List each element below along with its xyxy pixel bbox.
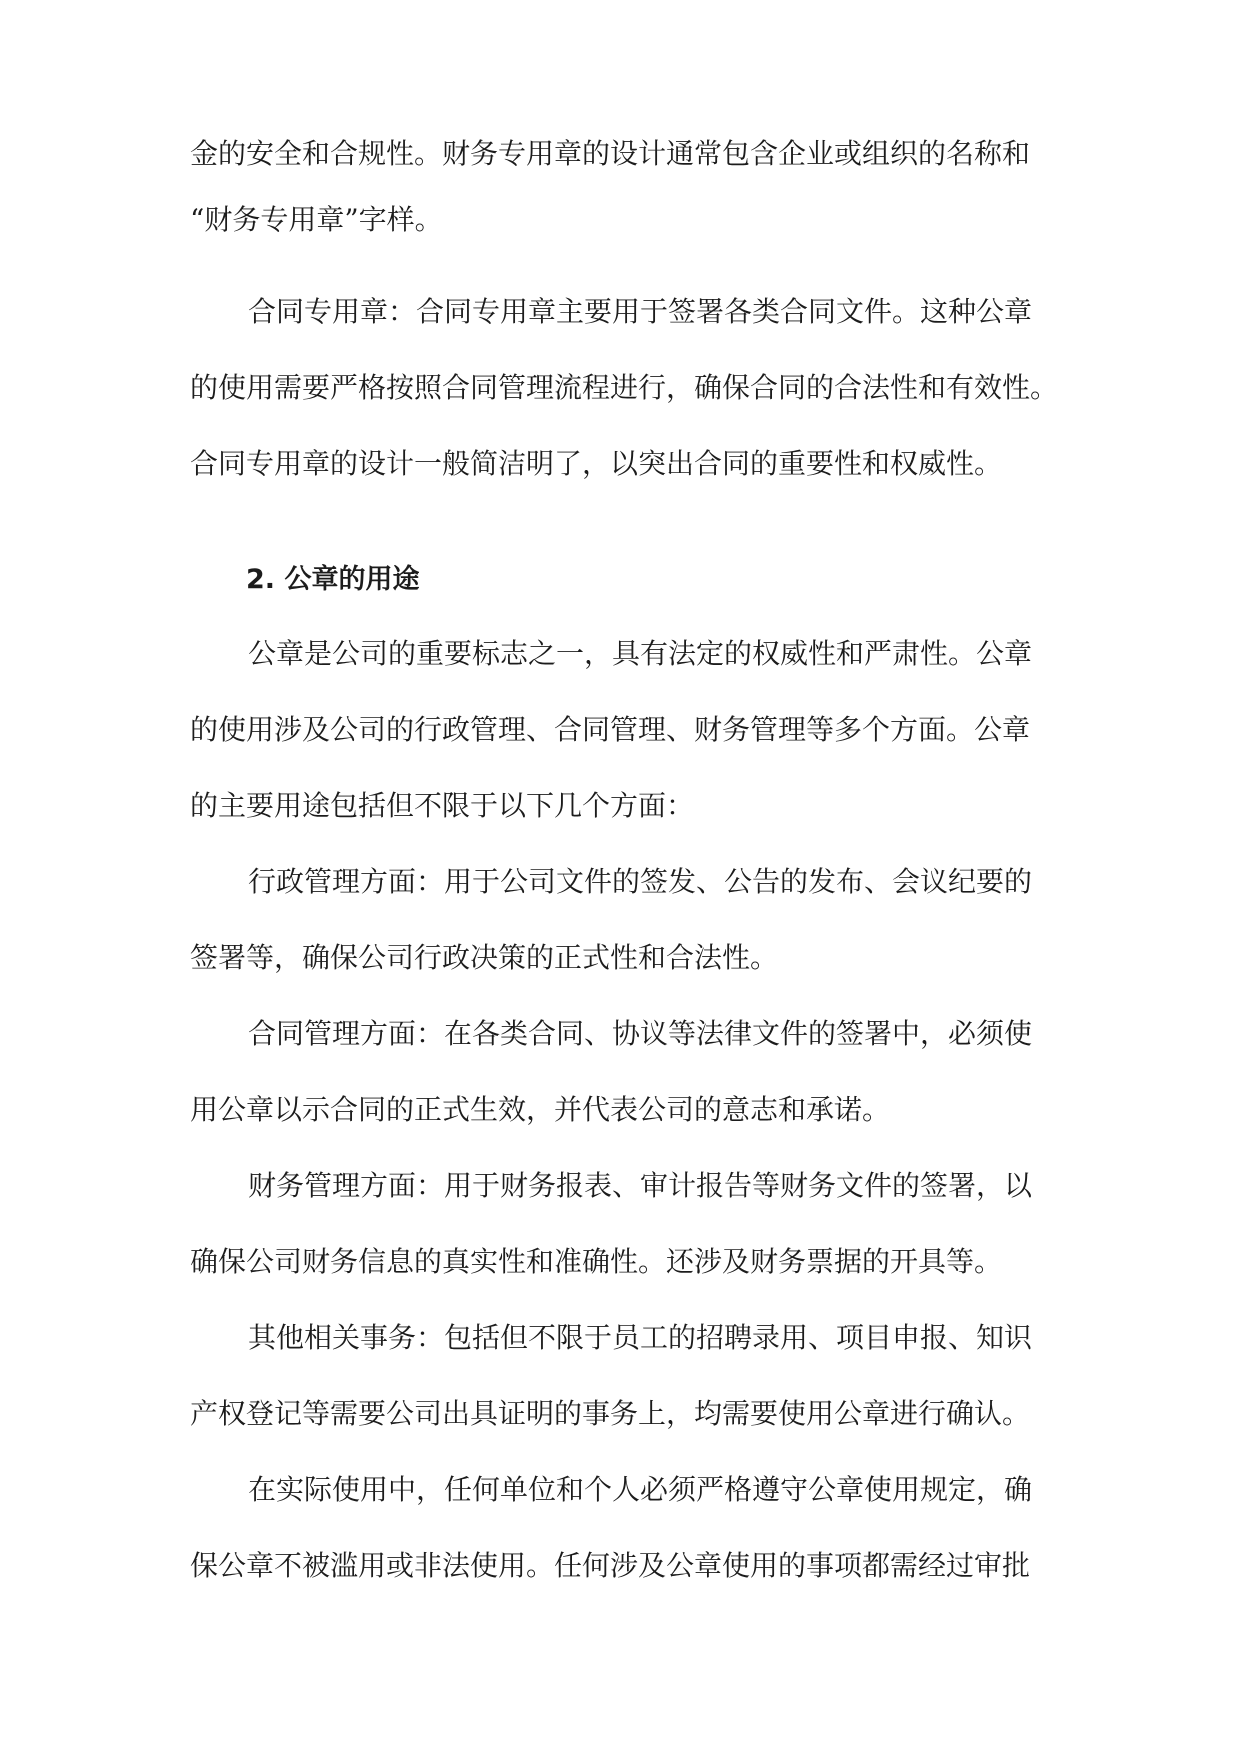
section-heading: 2. 公章的用途 — [246, 564, 420, 595]
paragraph-line: 确保公司财务信息的真实性和准确性。还涉及财务票据的开具等。 — [190, 1245, 1003, 1278]
paragraph-line: 行政管理方面：用于公司文件的签发、公告的发布、会议纪要的 — [248, 865, 1033, 898]
paragraph-line: 财务管理方面：用于财务报表、审计报告等财务文件的签署，以 — [248, 1169, 1033, 1202]
paragraph-line: 合同管理方面：在各类合同、协议等法律文件的签署中，必须使 — [248, 1017, 1033, 1050]
paragraph-line: 产权登记等需要公司出具证明的事务上，均需要使用公章进行确认。 — [190, 1397, 1031, 1430]
paragraph-line: 的主要用途包括但不限于以下几个方面： — [190, 789, 695, 822]
paragraph-line: 其他相关事务：包括但不限于员工的招聘录用、项目申报、知识 — [248, 1321, 1033, 1354]
paragraph-line: 合同专用章：合同专用章主要用于签署各类合同文件。这种公章 — [248, 295, 1033, 328]
paragraph-line: 公章是公司的重要标志之一，具有法定的权威性和严肃性。公章 — [248, 637, 1033, 670]
paragraph-line: “财务专用章”字样。 — [190, 203, 443, 236]
paragraph-line: 签署等，确保公司行政决策的正式性和合法性。 — [190, 941, 779, 974]
paragraph-line: 用公章以示合同的正式生效，并代表公司的意志和承诺。 — [190, 1093, 891, 1126]
paragraph-line: 金的安全和合规性。财务专用章的设计通常包含企业或组织的名称和 — [190, 137, 1031, 170]
paragraph-line: 合同专用章的设计一般简洁明了，以突出合同的重要性和权威性。 — [190, 447, 1003, 480]
paragraph-line: 保公章不被滥用或非法使用。任何涉及公章使用的事项都需经过审批 — [190, 1549, 1031, 1582]
paragraph-line: 的使用需要严格按照合同管理流程进行，确保合同的合法性和有效性。 — [190, 371, 1059, 404]
paragraph-line: 在实际使用中，任何单位和个人必须严格遵守公章使用规定，确 — [248, 1473, 1033, 1506]
paragraph-line: 的使用涉及公司的行政管理、合同管理、财务管理等多个方面。公章 — [190, 713, 1031, 746]
